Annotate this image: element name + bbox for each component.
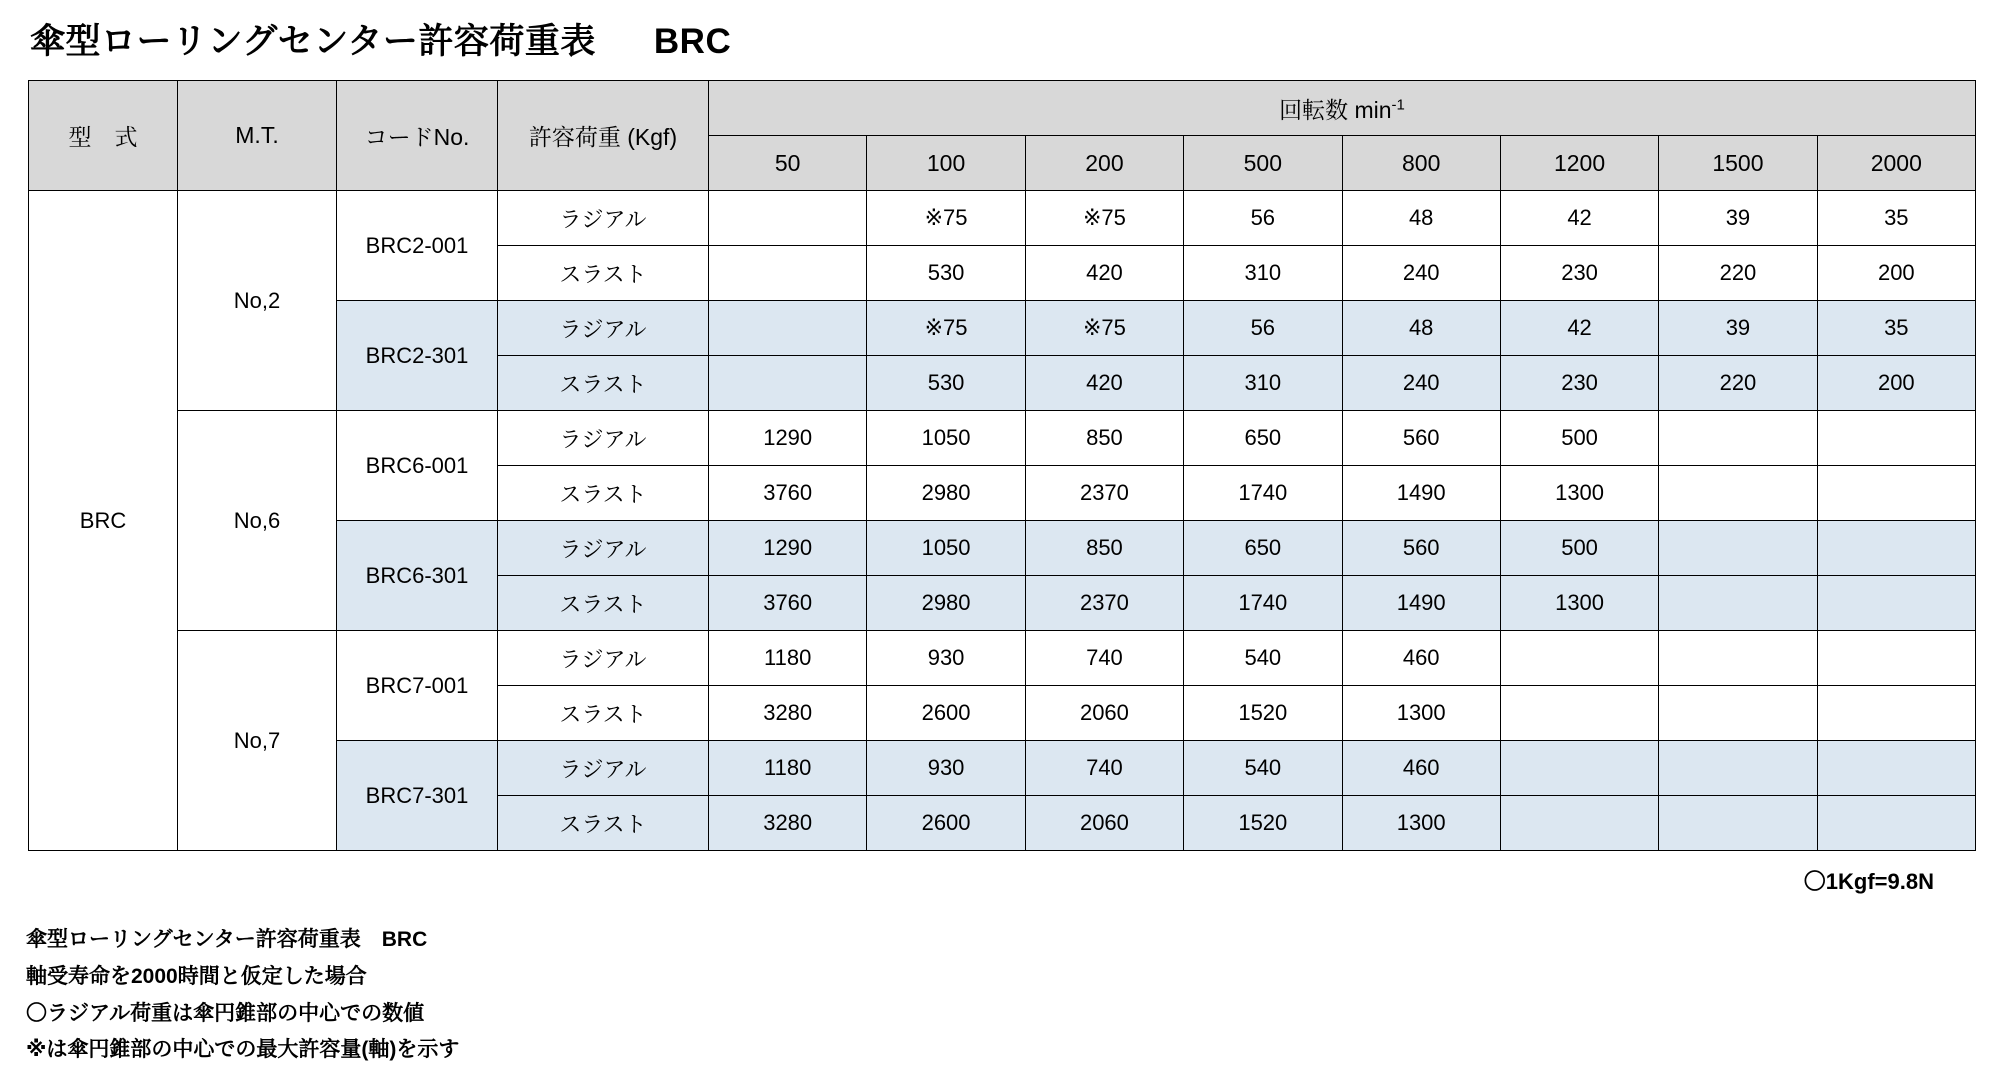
cell-value: 220 [1659, 356, 1817, 411]
footnote-line: 軸受寿命を2000時間と仮定した場合 [26, 964, 367, 988]
cell-value: 1300 [1500, 576, 1658, 631]
cell-value: 48 [1342, 191, 1500, 246]
cell-value: 1290 [709, 521, 867, 576]
table-row [29, 631, 1976, 686]
cell-value: 3280 [709, 796, 867, 851]
cell-value [1659, 741, 1817, 796]
cell-value [709, 246, 867, 301]
cell-value [1817, 411, 1975, 466]
cell-value: 1490 [1342, 576, 1500, 631]
cell-value: 2980 [867, 576, 1025, 631]
cell-value: 560 [1342, 411, 1500, 466]
cell-value: 1180 [709, 741, 867, 796]
table-body [29, 191, 1976, 851]
cell-load-type: ラジアル [498, 521, 709, 576]
cell-value: 2060 [1025, 796, 1183, 851]
footnote-line: ※は傘円錐部の中心での最大許容量(軸)を示す [26, 1038, 460, 1062]
cell-value: 650 [1184, 521, 1342, 576]
cell-value [1659, 466, 1817, 521]
cell-value: 56 [1184, 191, 1342, 246]
cell-value: 3760 [709, 576, 867, 631]
cell-value: 740 [1025, 741, 1183, 796]
cell-value: 1520 [1184, 796, 1342, 851]
header-rpm-unit: min [1354, 96, 1392, 123]
cell-load-type: スラスト [498, 686, 709, 741]
cell-code: BRC7-301 [337, 741, 498, 851]
cell-value: 2600 [867, 796, 1025, 851]
cell-value: 540 [1184, 741, 1342, 796]
cell-value [1817, 796, 1975, 851]
cell-value: ※75 [1025, 191, 1183, 246]
cell-value: 1050 [867, 521, 1025, 576]
cell-value [1659, 631, 1817, 686]
cell-value: 530 [867, 246, 1025, 301]
header-rpm-800: 800 [1342, 136, 1500, 191]
cell-value: 2370 [1025, 576, 1183, 631]
cell-value: 240 [1342, 246, 1500, 301]
cell-value: 35 [1817, 301, 1975, 356]
cell-value: 560 [1342, 521, 1500, 576]
table-row [29, 411, 1976, 466]
cell-value [709, 301, 867, 356]
cell-load-type: スラスト [498, 356, 709, 411]
cell-value: 740 [1025, 631, 1183, 686]
cell-type: BRC [29, 191, 178, 851]
cell-mt: No,7 [178, 631, 337, 851]
cell-value: 500 [1500, 521, 1658, 576]
table-row [29, 191, 1976, 246]
cell-value: 2600 [867, 686, 1025, 741]
cell-value [709, 356, 867, 411]
cell-value: 420 [1025, 356, 1183, 411]
header-rpm-group [709, 81, 1976, 136]
header-mt: M.T. [178, 81, 337, 191]
cell-value: 1290 [709, 411, 867, 466]
cell-value: 420 [1025, 246, 1183, 301]
cell-value: 240 [1342, 356, 1500, 411]
cell-value [1659, 576, 1817, 631]
footnote-line: 傘型ローリングセンター許容荷重表 BRC [26, 928, 428, 951]
title-main-text: 傘型ローリングセンター許容荷重表 [30, 22, 596, 61]
cell-load-type: ラジアル [498, 741, 709, 796]
cell-value [1659, 411, 1817, 466]
footnotes [26, 922, 2000, 1069]
cell-value: 2060 [1025, 686, 1183, 741]
cell-value [1817, 686, 1975, 741]
cell-value: 650 [1184, 411, 1342, 466]
cell-value: ※75 [867, 301, 1025, 356]
cell-code: BRC2-301 [337, 301, 498, 411]
header-rpm-50: 50 [709, 136, 867, 191]
cell-value: 2370 [1025, 466, 1183, 521]
cell-value: 48 [1342, 301, 1500, 356]
footnote-line: 〇ラジアル荷重は傘円錐部の中心での数値 [26, 1001, 425, 1025]
cell-mt: No,6 [178, 411, 337, 631]
title-code-text: BRC [653, 22, 732, 61]
cell-value: 230 [1500, 246, 1658, 301]
cell-value: 3760 [709, 466, 867, 521]
cell-value: 1050 [867, 411, 1025, 466]
cell-value: ※75 [1025, 301, 1183, 356]
cell-value: 56 [1184, 301, 1342, 356]
header-load: 許容荷重 (Kgf) [498, 81, 709, 191]
allowable-load-table [28, 80, 1976, 851]
header-row-1 [29, 81, 1976, 136]
cell-value: 1300 [1342, 686, 1500, 741]
cell-load-type: ラジアル [498, 411, 709, 466]
cell-mt: No,2 [178, 191, 337, 411]
cell-value [1659, 686, 1817, 741]
cell-value: 35 [1817, 191, 1975, 246]
cell-value: 39 [1659, 191, 1817, 246]
cell-value: 930 [867, 741, 1025, 796]
cell-code: BRC6-001 [337, 411, 498, 521]
cell-code: BRC6-301 [337, 521, 498, 631]
header-rpm-200: 200 [1025, 136, 1183, 191]
cell-value [1817, 521, 1975, 576]
cell-value: 930 [867, 631, 1025, 686]
cell-load-type: ラジアル [498, 191, 709, 246]
cell-value: ※75 [867, 191, 1025, 246]
header-rpm-2000: 2000 [1817, 136, 1975, 191]
cell-value [1817, 466, 1975, 521]
cell-value: 3280 [709, 686, 867, 741]
cell-value: 460 [1342, 741, 1500, 796]
cell-value [1500, 631, 1658, 686]
cell-value: 1740 [1184, 576, 1342, 631]
cell-value: 42 [1500, 301, 1658, 356]
cell-value: 42 [1500, 191, 1658, 246]
cell-value: 1490 [1342, 466, 1500, 521]
cell-value: 1520 [1184, 686, 1342, 741]
cell-value: 2980 [867, 466, 1025, 521]
cell-value [1500, 686, 1658, 741]
header-rpm-100: 100 [867, 136, 1025, 191]
table-header [29, 81, 1976, 191]
cell-value: 1740 [1184, 466, 1342, 521]
cell-load-type: スラスト [498, 576, 709, 631]
cell-code: BRC7-001 [337, 631, 498, 741]
cell-value: 220 [1659, 246, 1817, 301]
header-rpm-1500: 1500 [1659, 136, 1817, 191]
cell-load-type: スラスト [498, 246, 709, 301]
cell-value: 310 [1184, 356, 1342, 411]
cell-value: 310 [1184, 246, 1342, 301]
header-rpm-500: 500 [1184, 136, 1342, 191]
cell-value: 850 [1025, 411, 1183, 466]
unit-note: 〇1Kgf=9.8N [1803, 869, 1934, 894]
cell-value [709, 191, 867, 246]
cell-value: 39 [1659, 301, 1817, 356]
header-type: 型 式 [29, 81, 178, 191]
cell-value [1659, 521, 1817, 576]
cell-value [1500, 741, 1658, 796]
header-rpm-1200: 1200 [1500, 136, 1658, 191]
cell-code: BRC2-001 [337, 191, 498, 301]
cell-value: 230 [1500, 356, 1658, 411]
header-rpm-unit-exponent: -1 [1391, 95, 1405, 113]
page-title [30, 14, 2000, 64]
cell-load-type: ラジアル [498, 301, 709, 356]
cell-value: 200 [1817, 246, 1975, 301]
cell-value: 1300 [1342, 796, 1500, 851]
cell-load-type: ラジアル [498, 631, 709, 686]
cell-value: 460 [1342, 631, 1500, 686]
header-code: コードNo. [337, 81, 498, 191]
header-rpm-label: 回転数 [1279, 96, 1349, 123]
cell-value: 540 [1184, 631, 1342, 686]
cell-value [1817, 576, 1975, 631]
cell-value: 200 [1817, 356, 1975, 411]
cell-value [1817, 631, 1975, 686]
cell-value: 1300 [1500, 466, 1658, 521]
cell-value: 1180 [709, 631, 867, 686]
cell-value: 850 [1025, 521, 1183, 576]
cell-value: 530 [867, 356, 1025, 411]
cell-value [1500, 796, 1658, 851]
cell-value: 500 [1500, 411, 1658, 466]
cell-value [1659, 796, 1817, 851]
cell-load-type: スラスト [498, 466, 709, 521]
cell-load-type: スラスト [498, 796, 709, 851]
cell-value [1817, 741, 1975, 796]
